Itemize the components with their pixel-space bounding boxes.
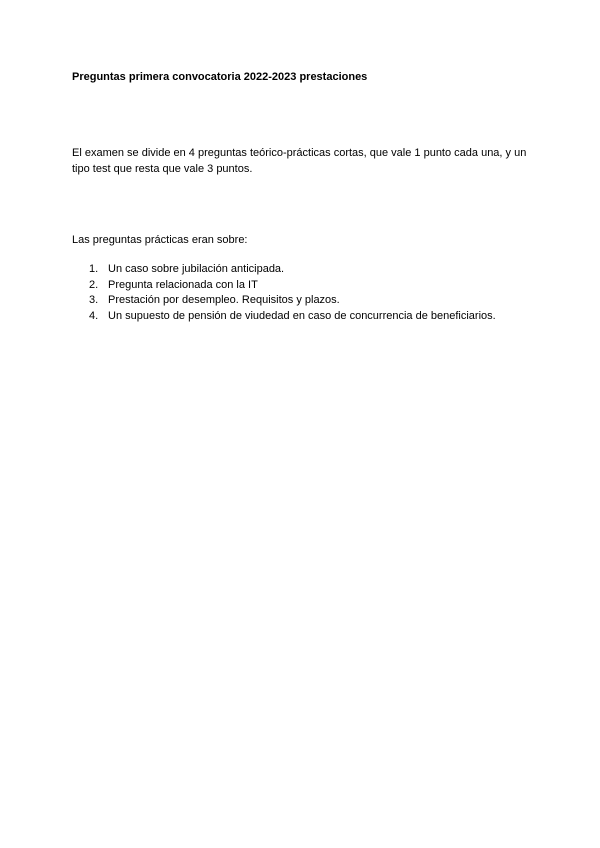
list-item-text: Un caso sobre jubilación anticipada. — [108, 263, 285, 275]
questions-list — [72, 262, 496, 324]
list-item-number: 1. — [89, 263, 99, 275]
exam-description-paragraph: El examen se divide en 4 preguntas teórico-prácticas cortas, que vale 1 punto cada una, y un tipo test que resta que vale 3 puntos. — [72, 147, 527, 175]
list-item — [72, 278, 496, 294]
list-item — [72, 262, 496, 278]
list-item — [72, 293, 496, 309]
list-item-number: 3. — [89, 294, 99, 306]
list-item-text: Prestación por desempleo. Requisitos y plazos. — [108, 294, 340, 306]
list-item-number: 2. — [89, 278, 99, 291]
list-item-text: Pregunta relacionada con la IT — [108, 278, 258, 291]
document-title: Preguntas primera convocatoria 2022-2023 prestaciones — [72, 71, 368, 83]
list-item-text: Un supuesto de pensión de viudedad en caso de concurrencia de beneficiarios. — [108, 309, 496, 322]
list-item-number: 4. — [89, 309, 99, 322]
questions-intro: Las preguntas prácticas eran sobre: — [72, 234, 248, 246]
list-item — [72, 309, 496, 325]
